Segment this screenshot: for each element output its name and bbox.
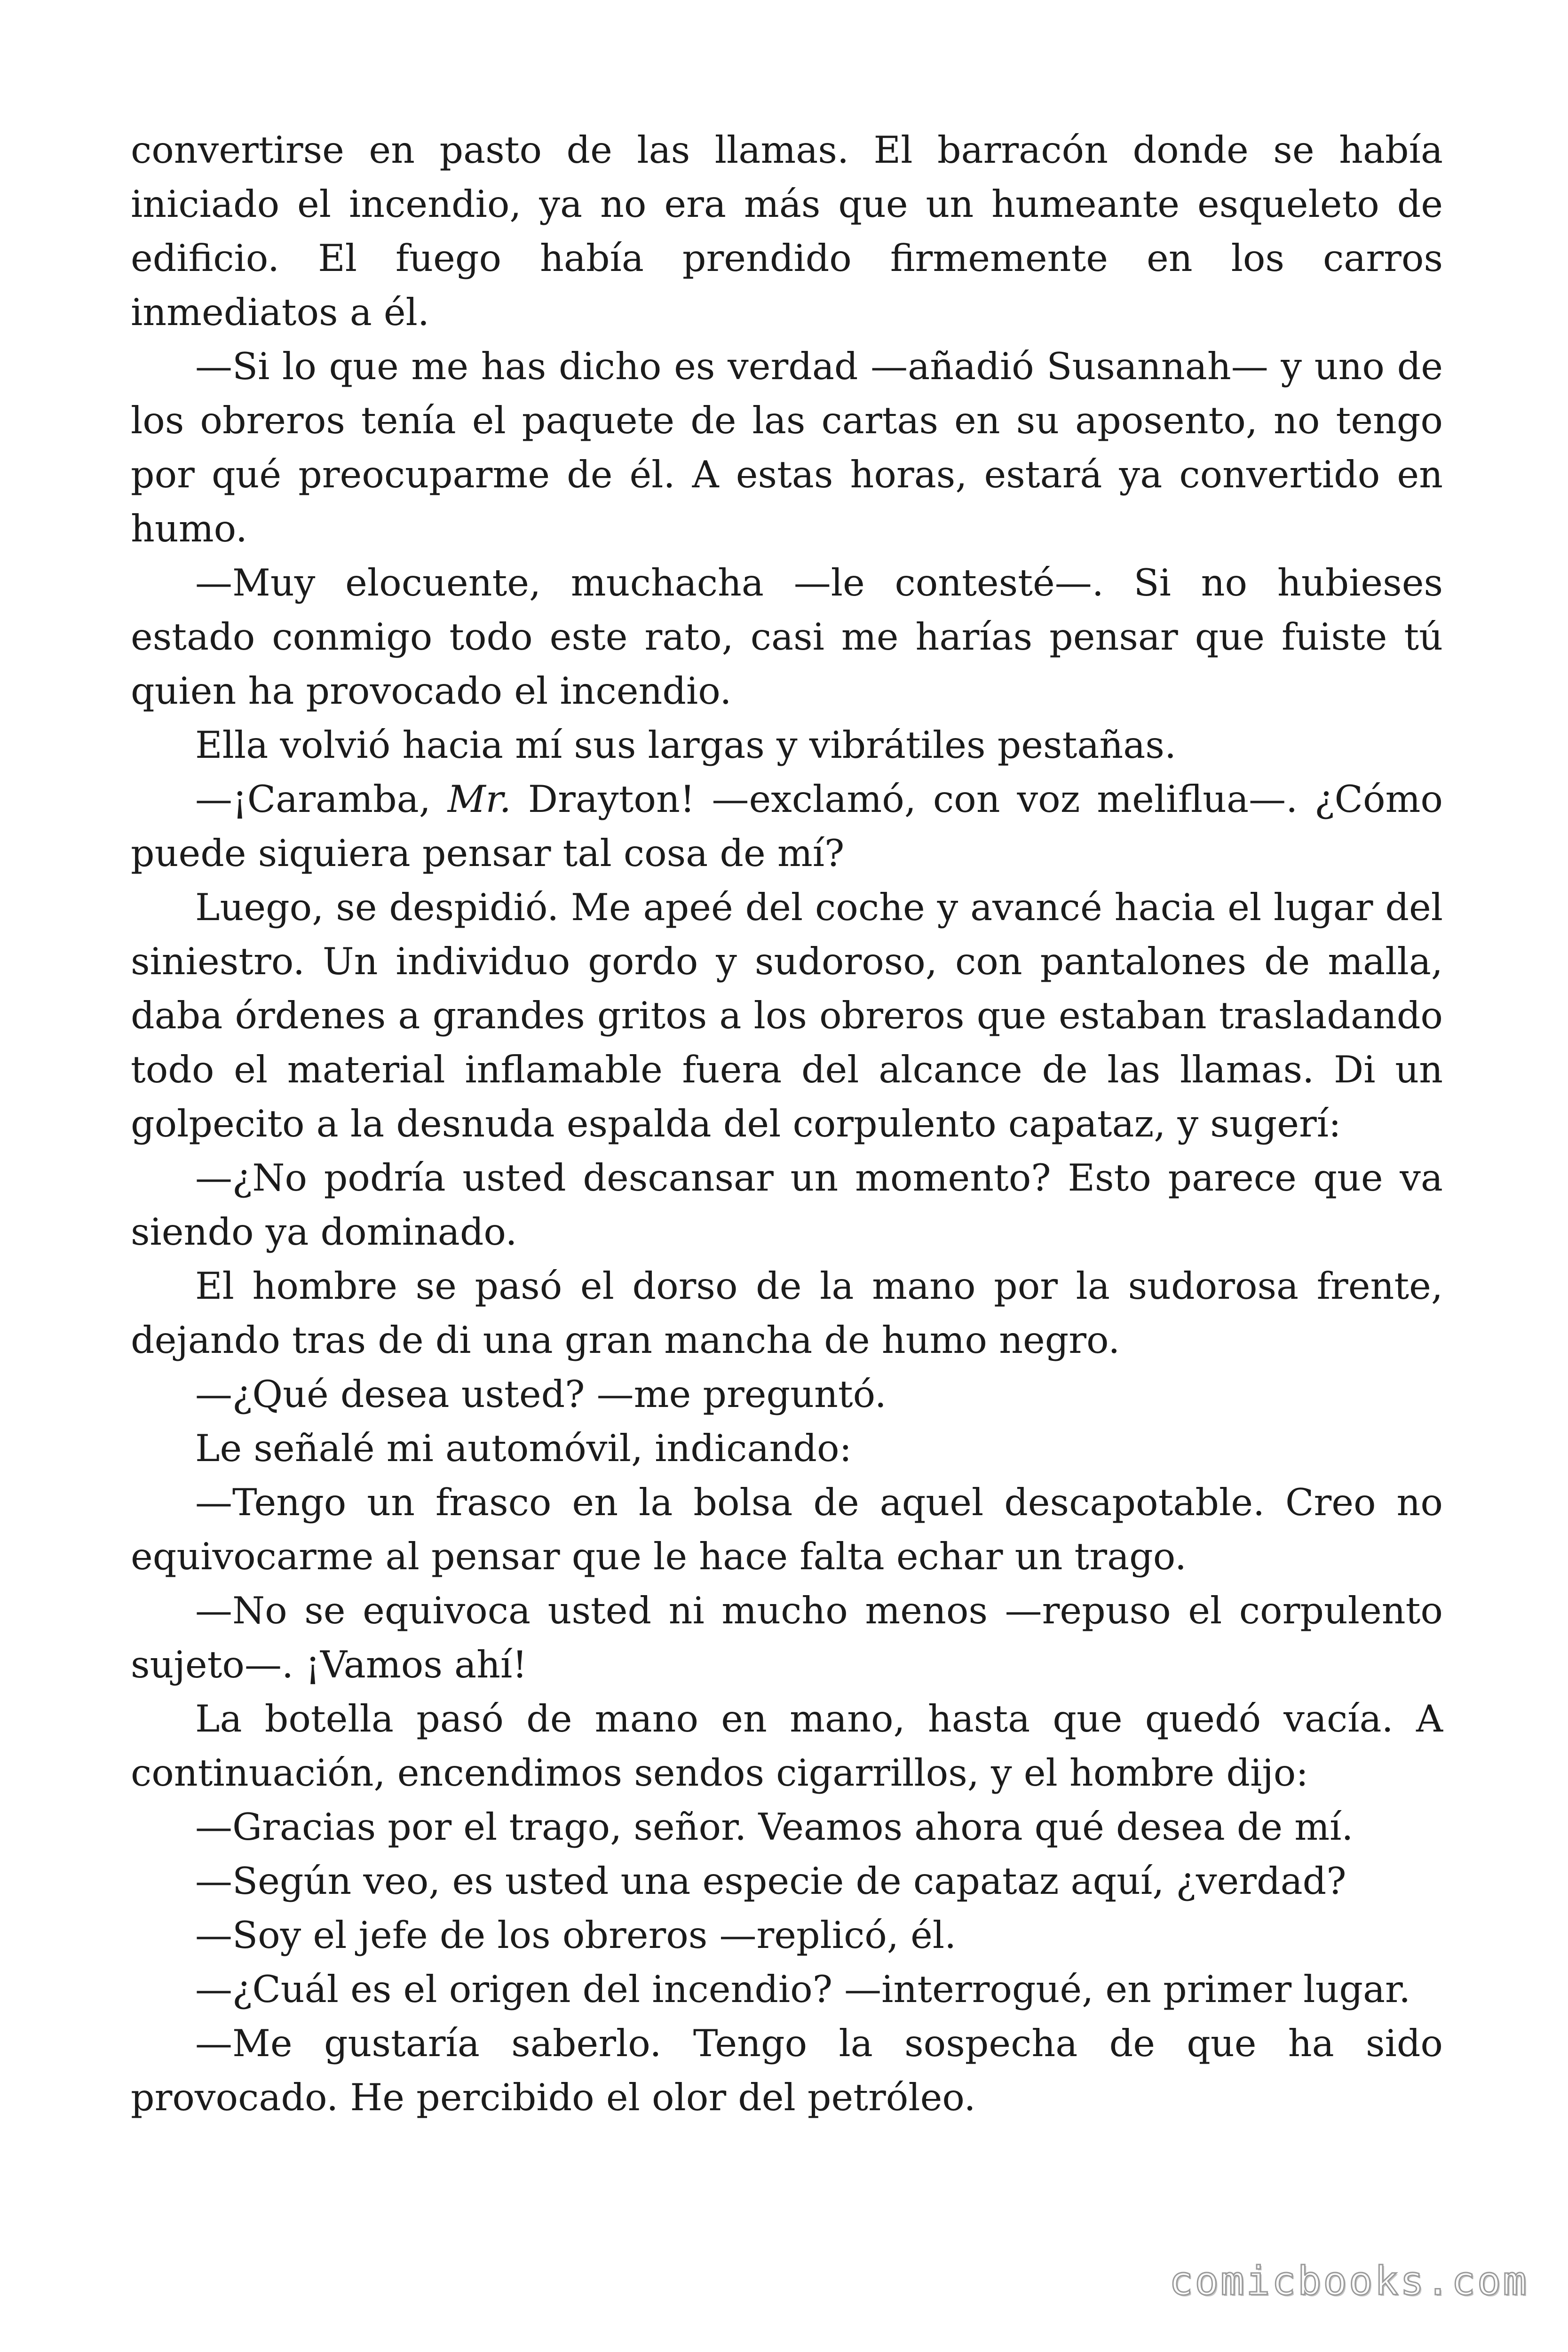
paragraph: —¿Qué desea usted? —me preguntó.: [195, 1373, 887, 1416]
paragraph: —Tengo un frasco en la bolsa de aquel descapotable. Creo no equivocarme al pensar que le hace falta echar un trago.: [131, 1481, 1443, 1578]
paragraph: —Si lo que me has dicho es verdad —añadió Susannah— y uno de los obreros tenía el paquete de las cartas en su aposento, no tengo por qué preocuparme de él. A estas horas, estará ya convertido en humo.: [131, 345, 1443, 550]
paragraph: —Muy elocuente, muchacha —le contesté—. Si no hubieses estado conmigo todo este rato, casi me harías pensar que fuiste tú quien ha provocado el incendio.: [131, 561, 1443, 713]
paragraph: —¿No podría usted descansar un momento? Esto parece que va siendo ya dominado.: [131, 1156, 1443, 1254]
paragraph: Luego, se despidió. Me apeé del coche y avancé hacia el lugar del siniestro. Un individuo gordo y sudoroso, con pantalones de malla, daba órdenes a grandes gritos a los obreros que estaban trasladando todo el material inflamable fuera del alcance de las llamas. Di un golpecito a la desnuda espalda del corpulento capataz, y sugerí:: [131, 886, 1443, 1145]
paragraph: La botella pasó de mano en mano, hasta que quedó vacía. A continuación, encendimos sendos cigarrillos, y el hombre dijo:: [131, 1697, 1443, 1795]
watermark: comicbooks.com: [1169, 2258, 1528, 2304]
paragraph: Ella volvió hacia mí sus largas y vibrátiles pestañas.: [195, 723, 1177, 767]
paragraph: —No se equivoca usted ni mucho menos —repuso el corpulento sujeto—. ¡Vamos ahí!: [131, 1589, 1443, 1686]
paragraph: —Soy el jefe de los obreros —replicó, él.: [195, 1914, 957, 1957]
paragraph: —Gracias por el trago, señor. Veamos ahora qué desea de mí.: [195, 1805, 1354, 1849]
body-text: [131, 123, 1443, 2125]
paragraph: —¡Caramba, Mr. Drayton! —exclamó, con voz meliflua—. ¿Cómo puede siquiera pensar tal cosa de mí?: [131, 778, 1443, 875]
paragraph: —Según veo, es usted una especie de capataz aquí, ¿verdad?: [195, 1859, 1346, 1903]
paragraph: —¿Cuál es el origen del incendio? —interrogué, en primer lugar.: [195, 1968, 1411, 2011]
paragraph: convertirse en pasto de las llamas. El barracón donde se había iniciado el incendio, ya no era más que un humeante esqueleto de edificio. El fuego había prendido firmemente en los carros inmediatos a él.: [131, 128, 1443, 334]
italic-honorific: Mr.: [447, 778, 511, 821]
paragraph: Le señalé mi automóvil, indicando:: [195, 1427, 852, 1470]
paragraph: El hombre se pasó el dorso de la mano por la sudorosa frente, dejando tras de di una gran mancha de humo negro.: [131, 1264, 1443, 1362]
paragraph: —Me gustaría saberlo. Tengo la sospecha de que ha sido provocado. He percibido el olor del petróleo.: [131, 2022, 1443, 2119]
